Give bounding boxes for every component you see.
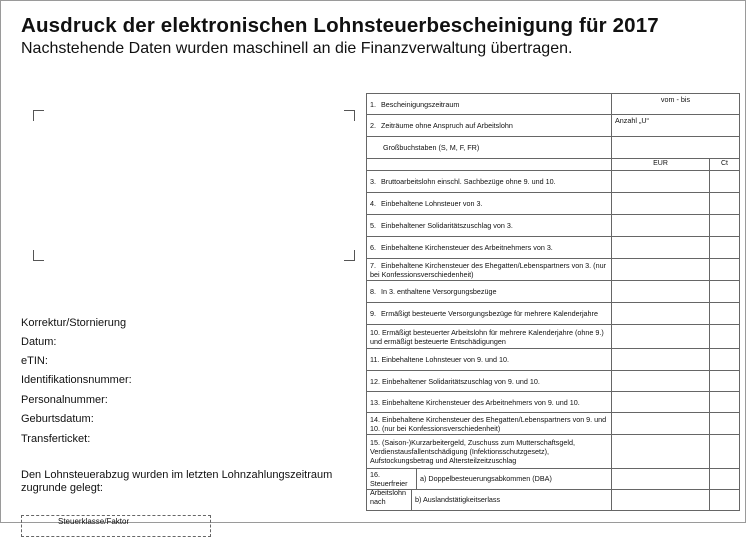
form-row-label: 5. Einbehaltener Solidaritätszuschlag von 3.	[367, 215, 612, 237]
form-row-label: 2. Zeiträume ohne Anspruch auf Arbeitslohn	[367, 115, 612, 137]
form-row-label: 6. Einbehaltene Kirchensteuer des Arbeitnehmers von 3.	[367, 237, 612, 259]
form-cell-ct	[710, 259, 740, 281]
form-row-label: 3. Bruttoarbeitslohn einschl. Sachbezüge ohne 9. und 10.	[367, 171, 612, 193]
form-cell-ct	[710, 392, 740, 413]
label-identifikationsnummer: Identifikationsnummer:	[21, 374, 132, 386]
form-row-10	[367, 325, 740, 349]
form-row-14	[367, 413, 740, 435]
form-row-15	[367, 435, 740, 469]
form-row-11	[367, 349, 740, 371]
form-row-1	[367, 94, 740, 115]
form-cell-eur	[612, 490, 710, 511]
row16-auslandstaetigkeit-label: b) Auslandstätigkeitserlass	[415, 495, 501, 504]
form-row-label: Großbuchstaben (S, M, F, FR)	[367, 137, 612, 159]
crop-mark-top-right	[344, 110, 355, 121]
page-title: Ausdruck der elektronischen Lohnsteuerbescheinigung für 2017	[21, 14, 659, 37]
form-cell-ct	[710, 435, 740, 469]
form-cell-eur	[612, 303, 710, 325]
form-cell-eur	[612, 469, 710, 490]
form-cell-ct	[710, 193, 740, 215]
form-cell-eur	[612, 371, 710, 392]
form-row-label: 7. Einbehaltene Kirchensteuer des Ehegatten/Lebenspartners von 3. (nur bei Konfessionsverschiedenheit)	[367, 259, 612, 281]
form-cell-eur	[612, 215, 710, 237]
form-cell-eur	[612, 281, 710, 303]
form-currency-header-row	[367, 159, 740, 171]
lohnsteuerabzug-note: Den Lohnsteuerabzug wurden im letzten Lohnzahlungszeitraum zugrunde gelegt:	[21, 469, 333, 494]
form-cell-eur	[612, 435, 710, 469]
form-row-13	[367, 392, 740, 413]
page-subtitle: Nachstehende Daten wurden maschinell an die Finanzverwaltung übertragen.	[21, 40, 573, 57]
label-transferticket: Transferticket:	[21, 433, 91, 445]
form-row-16a	[367, 469, 740, 490]
vom-bis-header: vom - bis	[612, 94, 740, 115]
label-geburtsdatum: Geburtsdatum:	[21, 413, 94, 425]
form-row-7	[367, 259, 740, 281]
form-row-4	[367, 193, 740, 215]
form-row-5	[367, 215, 740, 237]
form-row-label: 11. Einbehaltene Lohnsteuer von 9. und 10.	[367, 349, 612, 371]
form-cell-eur	[612, 171, 710, 193]
form-row-6	[367, 237, 740, 259]
form-cell-ct	[710, 171, 740, 193]
label-korrektur: Korrektur/Stornierung	[21, 317, 127, 329]
label-etin: eTIN:	[21, 355, 48, 367]
form-row-16b	[367, 490, 740, 511]
form-row-2	[367, 115, 740, 137]
form-cell-ct	[710, 349, 740, 371]
form-cell-ct	[710, 325, 740, 349]
form-row-16-label: 16. Steuerfreier Arbeitslohn nach a) Doppelbesteuerungsabkommen (DBA)	[367, 469, 612, 490]
form-cell-ct	[710, 490, 740, 511]
form-cell-ct	[710, 237, 740, 259]
form-cell-ct	[710, 469, 740, 490]
form-row-label: 12. Einbehaltener Solidaritätszuschlag von 9. und 10.	[367, 371, 612, 392]
form-cell-eur	[612, 237, 710, 259]
label-datum: Datum:	[21, 336, 57, 348]
form-row-label: 13. Einbehaltene Kirchensteuer des Arbeitnehmers von 9. und 10.	[367, 392, 612, 413]
label-personalnummer: Personalnummer:	[21, 394, 108, 406]
form-row-label: 1. Bescheinigungszeitraum	[367, 94, 612, 115]
form-row-label: 14. Einbehaltene Kirchensteuer des Ehegatten/Lebenspartners von 9. und 10. (nur bei Konfessionsverschiedenheit)	[367, 413, 612, 435]
form-row-8	[367, 281, 740, 303]
form-row-label: 4. Einbehaltene Lohnsteuer von 3.	[367, 193, 612, 215]
form-cell-eur	[612, 193, 710, 215]
eur-header: EUR	[612, 159, 710, 171]
crop-mark-bottom-right	[344, 250, 355, 261]
form-cell-eur	[612, 259, 710, 281]
form-row-label: 9. Ermäßigt besteuerte Versorgungsbezüge für mehrere Kalenderjahre	[367, 303, 612, 325]
form-cell-value	[612, 137, 740, 159]
ct-header: Ct	[710, 159, 740, 171]
form-row-grossbuchstaben	[367, 137, 740, 159]
form-row-9	[367, 303, 740, 325]
form-cell-ct	[710, 281, 740, 303]
form-row-label: 10. Ermäßigt besteuerter Arbeitslohn für mehrere Kalenderjahre (ohne 9.) und ermäßigt besteuerte Entschädigungen	[367, 325, 612, 349]
form-row-label: 15. (Saison-)Kurzarbeitergeld, Zuschuss zum Mutterschaftsgeld, Verdienstausfallentschädigung (Infektionsschutzgesetz), Aufstockungsbetrag und Altersteilzeitzuschlag	[367, 435, 612, 469]
form-row-12	[367, 371, 740, 392]
anzahl-u-header: Anzahl „U“	[612, 115, 740, 137]
lohnsteuer-form-table	[366, 93, 740, 511]
form-cell-eur	[612, 325, 710, 349]
crop-mark-top-left	[33, 110, 44, 121]
row16-dba-label: a) Doppelbesteuerungsabkommen (DBA)	[420, 474, 552, 483]
form-cell-eur	[612, 413, 710, 435]
form-cell-ct	[710, 215, 740, 237]
form-cell-eur	[612, 349, 710, 371]
form-cell-eur	[612, 392, 710, 413]
form-cell-ct	[710, 303, 740, 325]
steuerklasse-label: Steuerklasse/Faktor	[58, 517, 130, 526]
form-cell-ct	[710, 413, 740, 435]
crop-mark-bottom-left	[33, 250, 44, 261]
form-cell-ct	[710, 371, 740, 392]
form-row-3	[367, 171, 740, 193]
form-row-label: 8. In 3. enthaltene Versorgungsbezüge	[367, 281, 612, 303]
